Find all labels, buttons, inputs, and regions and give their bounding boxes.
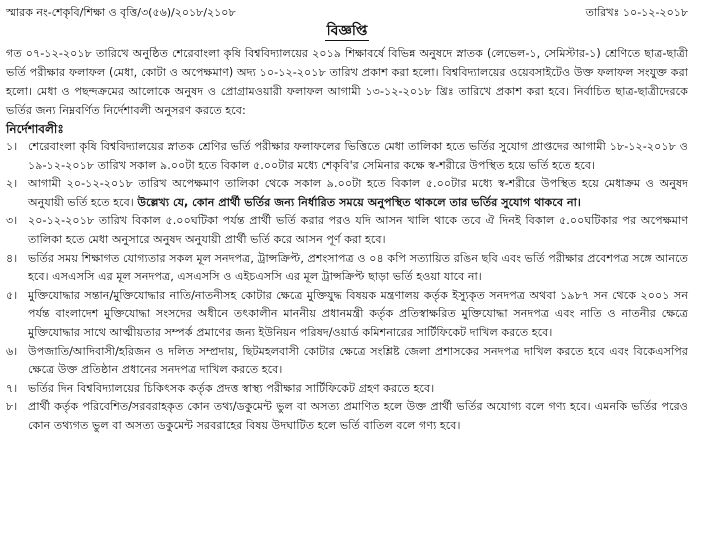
instruction-body: আগামী ২০-১২-২০১৮ তারিখ অপেক্ষমাণ তালিকা থেকে সকাল ৯.০০টা হতে বিকাল ৫.০০টার মধ্যে স্ব-শরীরে উপস্থিত হয়ে মেধাক্রম ও অনুষদ অনুযায়ী ভর্তি হতে হবে।	[28, 177, 688, 209]
instruction-text	[28, 212, 688, 249]
instruction-body: ভর্তির দিন বিশ্ববিদ্যালয়ের চিকিৎসক কর্তৃক প্রদত্ত স্বাস্থ্য পরীক্ষার সার্টিফিকেট গ্রহণ করতে হবে।	[28, 381, 435, 395]
instruction-number: ৭।	[6, 381, 18, 395]
instruction-body: মুক্তিযোদ্ধার সন্তান/মুক্তিযোদ্ধার নাতি/নাতনীসহ কোটার ক্ষেত্রে মুক্তিযুদ্ধ বিষয়ক মন্ত্রণালয় কর্তৃক ইস্যুকৃত সনদপত্র অথবা ১৯৮৭ সন থেকে ২০০১ সন পর্যন্ত বাংলাদেশ মুক্তিযোদ্ধা সংসদের অধীনে তৎকালীন মাননীয় প্রধানমন্ত্রী কর্তৃক প্রতিস্বাক্ষরিত মুক্তিযোদ্ধা সনদপত্র এবং নাতি ও নাতনীর ক্ষেত্রে মুক্তিযোদ্ধার সাথে আত্মীয়তার সম্পর্ক প্রমাণের জন্য ইউনিয়ন পরিষদ/ওয়ার্ড কমিশনারের সার্টিফিকেট দাখিল করতে হবে।	[28, 288, 688, 339]
instruction-emphasis: উল্লেখ্য যে, কোন প্রার্থী ভর্তির জন্য নির্ধারিত সময়ে অনুপস্থিত থাকলে তার ভর্তির সুযোগ থাকবে না।	[137, 195, 581, 209]
instruction-text	[28, 398, 688, 435]
instruction-body: উপজাতি/আদিবাসী/হরিজন ও দলিত সম্প্রদায়, ছিটমহলবাসী কোটার ক্ষেত্রে সংশ্লিষ্ট জেলা প্রশাসকের সনদপত্র দাখিল করতে হবে এবং বিকেএসপির ক্ষেত্রে উক্ত প্রতিষ্ঠান প্রধানের সনদপত্র দাখিল করতে হবে।	[28, 344, 688, 377]
instruction-item	[6, 250, 688, 287]
instructions-heading: নির্দেশাবলীঃ	[6, 122, 64, 136]
instruction-item	[6, 175, 688, 212]
instruction-text	[28, 250, 688, 287]
instruction-number: ৪।	[6, 251, 18, 265]
instruction-number: ৬।	[6, 344, 18, 358]
instruction-number: ৩।	[6, 214, 18, 228]
instruction-item	[6, 398, 688, 435]
instruction-item	[6, 138, 688, 175]
instruction-body: ভর্তির সময় শিক্ষাগত যোগ্যতার সকল মূল সনদপত্র, ট্রান্সক্রিপ্ট, প্রশংসাপত্র ও ০৪ কপি সত্যায়িত রঙিন ছবি এবং ভর্তি পরীক্ষার প্রবেশপত্র সঙ্গে আনতে হবে। এসএসসি এর মূল সনদপত্র, এসএসসি ও এইচএসসি এর মূল ট্রান্সক্রিপ্ট ছাড়া ভর্তি হওয়া যাবে না।	[28, 251, 688, 284]
intro-paragraph: গত ০৭-১২-২০১৮ তারিখে অনুষ্ঠিত শেরেবাংলা কৃষি বিশ্ববিদ্যালয়ের ২০১৯ শিক্ষাবর্ষে বিভিন্ন অনুষদে স্নাতক (লেভেল-১, সেমিস্টার-১) শ্রেণিতে ছাত্র-ছাত্রী ভর্তি পরীক্ষার ফলাফল (মেধা, কোটা ও অপেক্ষমাণ) অদ্য ১০-১২-২০১৮ তারিখ প্রকাশ করা হলো। বিশ্ববিদ্যালয়ের ওয়েবসাইটেও উক্ত ফলাফল সংযুক্ত করা হলো। মেধা ও পছন্দক্রমের আলোকে অনুষদ ও প্রোগ্রামওয়ারী ফলাফল আগামী ১৩-১২-২০১৮ খ্রিঃ তারিখে প্রকাশ করা হবে। নির্বাচিত ছাত্র-ছাত্রীদেরকে ভর্তির জন্য নিম্নবর্ণিত নির্দেশাবলী অনুসরণ করতে হবে:	[6, 47, 688, 117]
instruction-text	[28, 175, 688, 212]
instructions-list	[6, 138, 688, 436]
instruction-number: ১।	[6, 140, 18, 153]
instruction-text	[28, 380, 688, 399]
instruction-text	[28, 287, 688, 343]
instruction-body: প্রার্থী কর্তৃক পরিবেশিত/সরবরাহকৃত কোন তথ্য/ডকুমেন্ট ভুল বা অসত্য প্রমাণিত হলে উক্ত প্রার্থী ভর্তির অযোগ্য বলে গণ্য হবে। এমনকি ভর্তির পরেও কোন তথ্যগত ভুল বা অসত্য ডকুমেন্ট সরবরাহের বিষয় উদঘাটিত হলে ভর্তি বাতিল বলে গণ্য হবে।	[28, 400, 689, 432]
instruction-number: ২।	[6, 177, 18, 191]
header-line	[6, 6, 688, 20]
title-wrap	[6, 20, 688, 41]
notice-title: বিজ্ঞপ্তি	[326, 23, 368, 39]
instruction-body: ২০-১২-২০১৮ তারিখ বিকাল ৫.০০ঘটিকা পর্যন্ত প্রার্থী ভর্তি করার পরও যদি আসন খালি থাকে তবে ঐ দিনই বিকাল ৫.০০ঘটিকার পর অপেক্ষমাণ তালিকা হতে মেধা অনুসারে অনুষদ অনুযায়ী প্রার্থী ভর্তি করে আসন পূর্ণ করা হবে।	[28, 214, 688, 246]
instruction-item	[6, 287, 688, 343]
instruction-item	[6, 380, 688, 399]
instruction-body: শেরেবাংলা কৃষি বিশ্ববিদ্যালয়ের স্নাতক শ্রেণির ভর্তি পরীক্ষার ফলাফলের ভিত্তিতে মেধা তালিকা হতে ভর্তির সুযোগ প্রাপ্তদের আগামী ১৮-১২-২০১৮ ও ১৯-১২-২০১৮ তারিখ সকাল ৯.০০টা হতে বিকাল ৫.০০টার মধ্যে শেকৃবি'র সেমিনার কক্ষে স্ব-শরীরে উপস্থিত হয়ে ভর্তি হতে হবে।	[28, 140, 688, 172]
instruction-item	[6, 212, 688, 249]
instruction-number: ৫।	[6, 288, 18, 302]
instruction-text	[28, 138, 688, 175]
instruction-item	[6, 343, 688, 380]
memo-number: স্মারক নং-শেকৃবি/শিক্ষা ও বৃত্তি/৩(৫৬)/২০১৮/২১০৮	[6, 6, 236, 19]
notice-date: তারিখঃ ১০-১২-২০১৮	[585, 6, 688, 19]
instruction-number: ৮।	[6, 400, 18, 414]
instruction-text	[28, 343, 688, 380]
